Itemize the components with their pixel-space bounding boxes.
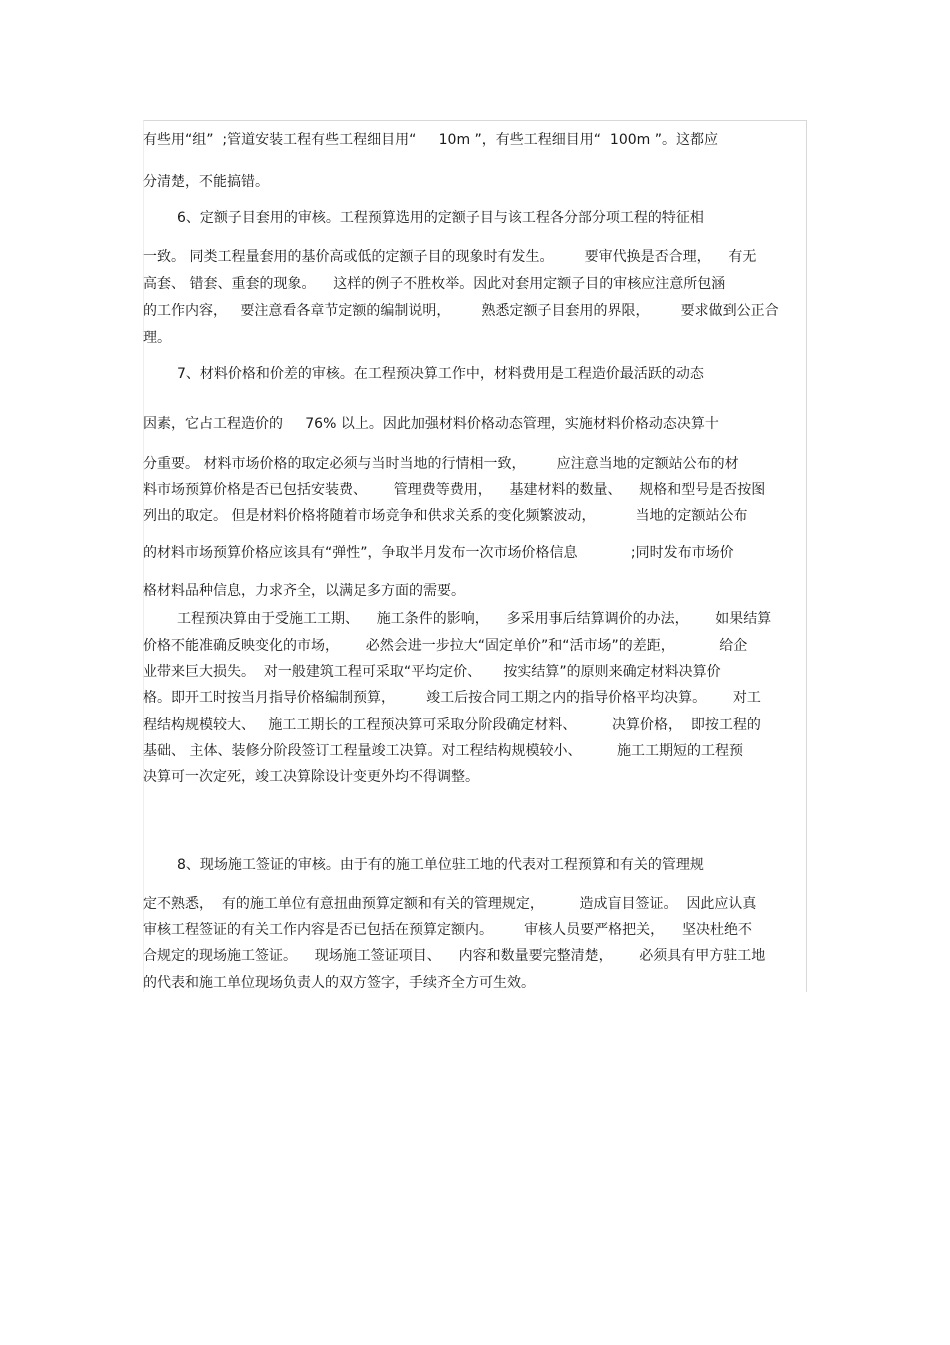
text-line-21: 决算可一次定死，竣工决算除设计变更外均不得调整。 bbox=[143, 769, 479, 785]
text-line-2: 分清楚，不能搞错。 bbox=[143, 174, 269, 190]
section-7-heading: 7、材料价格和价差的审核。在工程预决算工作中，材料费用是工程造价最活跃的动态 bbox=[177, 366, 704, 382]
text-line-24: 审核工程签证的有关工作内容是否已包括在预算定额内。 审核人员要严格把关， 坚决杜绝不 bbox=[143, 922, 752, 938]
text-line-17: 业带来巨大损失。 对一般建筑工程可采取“平均定价、 按实结算”的原则来确定材料决算价 bbox=[143, 664, 721, 680]
text-line-7: 理。 bbox=[143, 330, 171, 346]
text-line-11: 料市场预算价格是否已包括安装费、 管理费等费用， 基建材料的数量、 规格和型号是否按图 bbox=[143, 482, 766, 498]
text-line-16: 价格不能准确反映变化的市场， 必然会进一步拉大“固定单价”和“活市场”的差距， 给企 bbox=[143, 638, 748, 654]
text-line-5: 高套、 错套、重套的现象。 这样的例子不胜枚举。因此对套用定额子目的审核应注意所包涵 bbox=[143, 276, 726, 292]
text-line-23: 定不熟悉， 有的施工单位有意扭曲预算定额和有关的管理规定， 造成盲目签证。 因此应认真 bbox=[143, 896, 757, 912]
text-line-26: 的代表和施工单位现场负责人的双方签字，手续齐全方可生效。 bbox=[143, 975, 535, 991]
text-line-1: 有些用“组” ;管道安装工程有些工程细目用“ 10m ”，有些工程细目用“ 100m ”。这都应 bbox=[143, 132, 718, 148]
text-line-4: 一致。 同类工程量套用的基价高或低的定额子目的现象时有发生。 要审代换是否合理， 有无 bbox=[143, 249, 757, 265]
text-line-19: 程结构规模较大、 施工工期长的工程预决算可采取分阶段确定材料、 决算价格， 即按工程的 bbox=[143, 717, 761, 733]
text-line-18: 格。即开工时按当月指导价格编制预算， 竣工后按合同工期之内的指导价格平均决算。 对工 bbox=[143, 690, 761, 706]
text-line-6: 的工作内容， 要注意看各章节定额的编制说明， 熟悉定额子目套用的界限， 要求做到公正合 bbox=[143, 303, 779, 319]
section-6-heading: 6、定额子目套用的审核。工程预算选用的定额子目与该工程各分部分项工程的特征相 bbox=[177, 210, 704, 226]
text-line-25: 合规定的现场施工签证。 现场施工签证项目、 内容和数量要完整清楚， 必须具有甲方驻工地 bbox=[143, 948, 766, 964]
text-line-10: 分重要。 材料市场价格的取定必须与当时当地的行情相一致， 应注意当地的定额站公布的材 bbox=[143, 456, 739, 472]
section-8-heading: 8、现场施工签证的审核。由于有的施工单位驻工地的代表对工程预算和有关的管理规 bbox=[177, 857, 704, 873]
text-line-20: 基础、 主体、装修分阶段签订工程量竣工决算。对工程结构规模较小、 施工工期短的工程预 bbox=[143, 743, 744, 759]
text-line-9: 因素，它占工程造价的 76% 以上。因此加强材料价格动态管理，实施材料价格动态决算十 bbox=[143, 416, 719, 432]
text-line-12: 列出的取定。 但是材料价格将随着市场竞争和供求关系的变化频繁波动， 当地的定额站公布 bbox=[143, 508, 748, 524]
text-line-13: 的材料市场预算价格应该具有“弹性”，争取半月发布一次市场价格信息 ;同时发布市场价 bbox=[143, 545, 734, 561]
text-line-14: 格材料品种信息，力求齐全，以满足多方面的需要。 bbox=[143, 583, 465, 599]
paragraph-settlement-start: 工程预决算由于受施工工期、 施工条件的影响， 多采用事后结算调价的办法， 如果结算 bbox=[177, 611, 772, 627]
